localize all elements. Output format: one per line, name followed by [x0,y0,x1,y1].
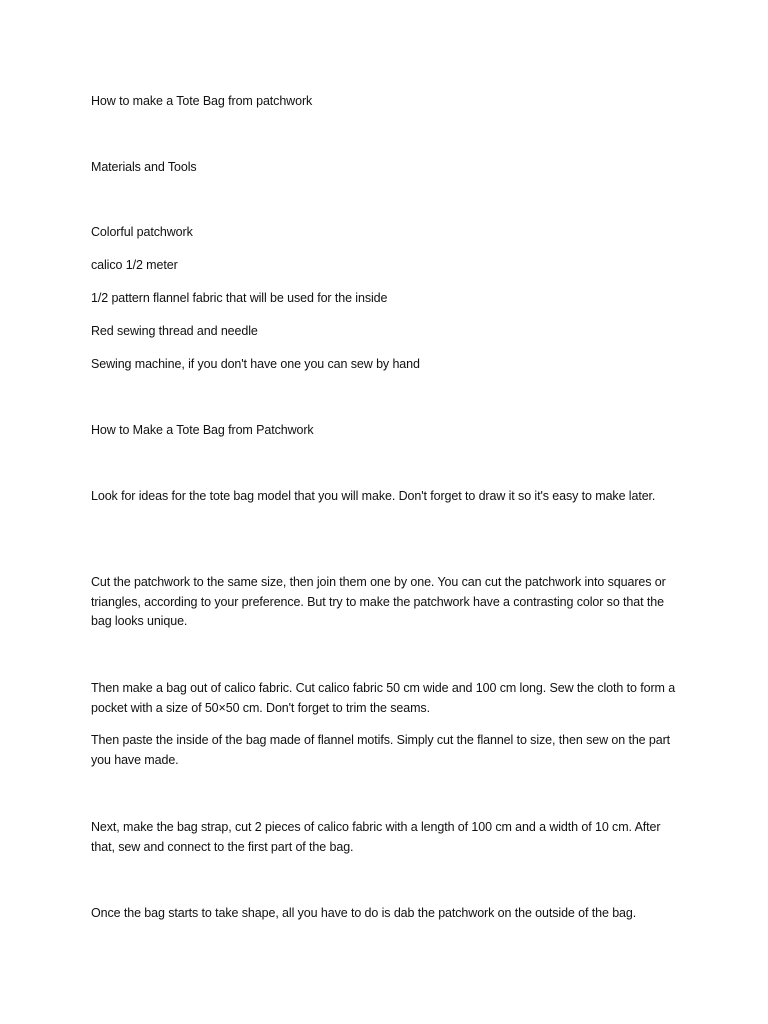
materials-item: 1/2 pattern flannel fabric that will be used for the inside [91,291,388,305]
materials-item: Colorful patchwork [91,225,193,239]
materials-heading: Materials and Tools [91,160,197,174]
materials-item: calico 1/2 meter [91,258,178,272]
step-paragraph: Next, make the bag strap, cut 2 pieces of calico fabric with a length of 100 cm and a width of 10 cm. After that, sew and connect to the first part of the bag. [91,820,661,854]
step-paragraph: Then paste the inside of the bag made of flannel motifs. Simply cut the flannel to size, then sew on the part you have made. [91,733,671,767]
document-title: How to make a Tote Bag from patchwork [91,94,313,108]
step-paragraph: Look for ideas for the tote bag model that you will make. Don't forget to draw it so it's easy to make later. [91,489,656,503]
materials-item: Red sewing thread and needle [91,324,258,338]
steps-heading: How to Make a Tote Bag from Patchwork [91,423,314,437]
materials-item: Sewing machine, if you don't have one you can sew by hand [91,357,420,371]
step-paragraph: Once the bag starts to take shape, all you have to do is dab the patchwork on the outside of the bag. [91,906,637,920]
step-paragraph: Cut the patchwork to the same size, then join them one by one. You can cut the patchwork into squares or triangles, according to your preference. But try to make the patchwork have a contrasting color so that the bag looks unique. [91,575,666,628]
step-paragraph: Then make a bag out of calico fabric. Cut calico fabric 50 cm wide and 100 cm long. Sew the cloth to form a pocket with a size of 50×50 cm. Don't forget to trim the seams. [91,681,676,715]
